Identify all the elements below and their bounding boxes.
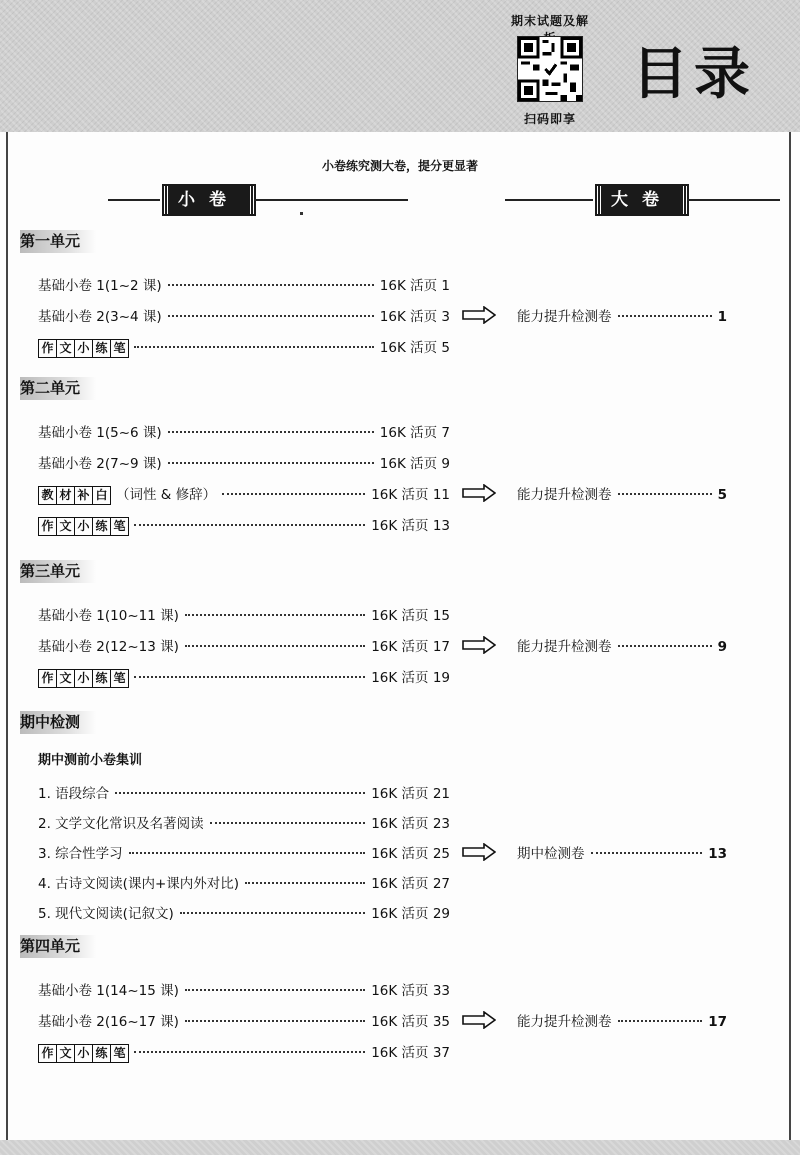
toc-entry-label: 基础小卷 1(1~2 课) — [38, 278, 162, 294]
scan-speck — [300, 212, 303, 215]
toc-entry-page: 16K 活页 35 — [371, 1014, 450, 1030]
footer-band — [0, 1140, 800, 1155]
qr-caption-top: 期末试题及解 — [510, 14, 589, 28]
dot-leader — [134, 346, 374, 348]
toc-entry-label: 3. 综合性学习 — [38, 846, 123, 862]
toc-entry[interactable] — [38, 452, 450, 472]
toc-entry[interactable] — [38, 666, 450, 686]
toc-entry[interactable] — [38, 842, 450, 862]
tagline: 小卷练究测大卷，提分更显著 — [321, 159, 478, 173]
boxed-char: 练 — [92, 517, 111, 536]
toc-entry[interactable] — [38, 336, 450, 356]
toc-entry-page: 16K 活页 23 — [371, 816, 450, 832]
dot-leader — [168, 462, 374, 464]
exam-label: 能力提升检测卷 — [517, 639, 612, 655]
dot-leader — [134, 524, 365, 526]
boxed-char: 文 — [56, 1044, 75, 1063]
toc-entry-label: 基础小卷 1(14~15 课) — [38, 983, 179, 999]
qr-code-icon[interactable] — [517, 36, 583, 102]
header-band — [0, 0, 800, 132]
unit-heading: 期中检测 — [20, 711, 96, 734]
dot-leader — [180, 912, 365, 914]
boxed-char: 作 — [38, 669, 57, 688]
toc-entry-label — [38, 669, 128, 688]
arrow-icon — [462, 306, 496, 324]
toc-entry-page: 16K 活页 11 — [371, 487, 450, 503]
page-border-left — [6, 132, 8, 1142]
toc-entry-suffix: （词性 & 修辞） — [116, 487, 217, 503]
toc-entry-label: 2. 文学文化常识及名著阅读 — [38, 816, 204, 832]
boxed-char: 笔 — [110, 517, 129, 536]
dot-leader — [168, 315, 374, 317]
toc-entry-label: 基础小卷 1(5~6 课) — [38, 425, 162, 441]
exam-entry[interactable] — [517, 842, 727, 862]
dot-leader — [185, 645, 365, 647]
boxed-char: 小 — [74, 517, 93, 536]
dot-leader — [245, 882, 365, 884]
dot-leader — [168, 431, 374, 433]
boxed-char: 小 — [74, 1044, 93, 1063]
dot-leader — [185, 1020, 365, 1022]
unit-heading: 第三单元 — [20, 560, 96, 583]
dot-leader — [210, 822, 366, 824]
dot-leader — [618, 645, 712, 647]
arrow-icon — [462, 1011, 496, 1029]
boxed-char: 作 — [38, 517, 57, 536]
exam-label: 期中检测卷 — [517, 846, 585, 862]
exam-label: 能力提升检测卷 — [517, 309, 612, 325]
exam-page: 9 — [717, 639, 727, 655]
toc-entry-page: 16K 活页 21 — [371, 786, 450, 802]
dot-leader — [129, 852, 366, 854]
exam-page: 17 — [708, 1014, 727, 1030]
toc-entry-label — [38, 517, 128, 536]
toc-entry[interactable] — [38, 604, 450, 624]
arrow-icon — [462, 843, 496, 861]
toc-entry[interactable] — [38, 514, 450, 534]
dot-leader — [618, 1020, 703, 1022]
arrow-icon — [462, 484, 496, 502]
boxed-char: 小 — [74, 669, 93, 688]
boxed-char: 练 — [92, 1044, 111, 1063]
unit-heading: 第二单元 — [20, 377, 96, 400]
toc-entry-page: 16K 活页 27 — [371, 876, 450, 892]
section-bar-large — [505, 186, 780, 214]
boxed-char: 补 — [74, 486, 93, 505]
boxed-char: 笔 — [110, 669, 129, 688]
toc-entry[interactable] — [38, 872, 450, 892]
dot-leader — [168, 284, 374, 286]
boxed-char: 笔 — [110, 1044, 129, 1063]
toc-entry-page: 16K 活页 5 — [379, 340, 450, 356]
unit-heading: 第一单元 — [20, 230, 96, 253]
toc-entry-page: 16K 活页 7 — [379, 425, 450, 441]
toc-entry[interactable] — [38, 421, 450, 441]
section-label-small: 小卷 — [164, 186, 254, 214]
toc-entry-label: 1. 语段综合 — [38, 786, 110, 802]
boxed-label — [38, 669, 128, 688]
exam-page: 5 — [717, 487, 727, 503]
toc-entry-label — [38, 339, 128, 358]
exam-label: 能力提升检测卷 — [517, 1014, 612, 1030]
dot-leader — [134, 1051, 365, 1053]
boxed-char: 材 — [56, 486, 75, 505]
toc-entry-page: 16K 活页 29 — [371, 906, 450, 922]
toc-entry[interactable] — [38, 635, 450, 655]
page-title: 目录 — [632, 42, 756, 107]
toc-entry-label — [38, 1044, 128, 1063]
toc-entry-label: 基础小卷 1(10~11 课) — [38, 608, 179, 624]
toc-entry-page: 16K 活页 25 — [371, 846, 450, 862]
page-border-right — [789, 132, 791, 1142]
toc-entry-label: 4. 古诗文阅读(课内+课内外对比) — [38, 876, 240, 892]
dot-leader — [185, 614, 365, 616]
toc-entry[interactable] — [38, 483, 450, 503]
dot-leader — [618, 315, 712, 317]
toc-entry-label: 5. 现代文阅读(记叙文) — [38, 906, 174, 922]
toc-entry-label: 基础小卷 2(16~17 课) — [38, 1014, 179, 1030]
arrow-icon — [462, 636, 496, 654]
boxed-char: 笔 — [110, 339, 129, 358]
toc-entry-page: 16K 活页 9 — [379, 456, 450, 472]
exam-entry[interactable] — [517, 1010, 727, 1030]
toc-entry-page: 16K 活页 37 — [371, 1045, 450, 1061]
unit-subheading: 期中测前小卷集训 — [38, 753, 143, 768]
boxed-char: 练 — [92, 339, 111, 358]
dot-leader — [115, 792, 365, 794]
boxed-label — [38, 486, 110, 505]
exam-entry[interactable] — [517, 483, 727, 503]
dot-leader — [134, 676, 365, 678]
exam-entry[interactable] — [517, 635, 727, 655]
exam-label: 能力提升检测卷 — [517, 487, 612, 503]
toc-entry[interactable] — [38, 979, 450, 999]
exam-page: 13 — [708, 846, 727, 862]
boxed-char: 白 — [92, 486, 111, 505]
toc-entry-page: 16K 活页 17 — [371, 639, 450, 655]
dot-leader — [222, 493, 365, 495]
toc-entry-page: 16K 活页 19 — [371, 670, 450, 686]
boxed-char: 练 — [92, 669, 111, 688]
toc-entry-label: 基础小卷 2(12~13 课) — [38, 639, 179, 655]
section-bar-small — [108, 186, 408, 214]
toc-entry[interactable] — [38, 812, 450, 832]
toc-entry-page: 16K 活页 13 — [371, 518, 450, 534]
toc-entry[interactable] — [38, 305, 450, 325]
toc-entry[interactable] — [38, 1041, 450, 1061]
toc-entry[interactable] — [38, 274, 450, 294]
exam-page: 1 — [717, 309, 727, 325]
qr-caption-bottom: 扫码即享 — [523, 112, 576, 126]
section-label-large: 大卷 — [597, 186, 687, 214]
dot-leader — [591, 852, 703, 854]
toc-entry[interactable] — [38, 902, 450, 922]
dot-leader — [618, 493, 712, 495]
toc-entry-page: 16K 活页 1 — [379, 278, 450, 294]
boxed-label — [38, 517, 128, 536]
toc-entry-label — [38, 483, 216, 505]
boxed-char: 小 — [74, 339, 93, 358]
toc-entry-label: 基础小卷 2(7~9 课) — [38, 456, 162, 472]
boxed-char: 文 — [56, 669, 75, 688]
unit-heading: 第四单元 — [20, 935, 96, 958]
dot-leader — [185, 989, 365, 991]
toc-entry-label: 基础小卷 2(3~4 课) — [38, 309, 162, 325]
exam-entry[interactable] — [517, 305, 727, 325]
boxed-label — [38, 1044, 128, 1063]
boxed-char: 文 — [56, 339, 75, 358]
boxed-char: 作 — [38, 339, 57, 358]
boxed-char: 教 — [38, 486, 57, 505]
toc-entry[interactable] — [38, 1010, 450, 1030]
toc-entry[interactable] — [38, 782, 450, 802]
toc-entry-page: 16K 活页 15 — [371, 608, 450, 624]
boxed-label — [38, 339, 128, 358]
boxed-char: 文 — [56, 517, 75, 536]
toc-entry-page: 16K 活页 33 — [371, 983, 450, 999]
boxed-char: 作 — [38, 1044, 57, 1063]
toc-entry-page: 16K 活页 3 — [379, 309, 450, 325]
